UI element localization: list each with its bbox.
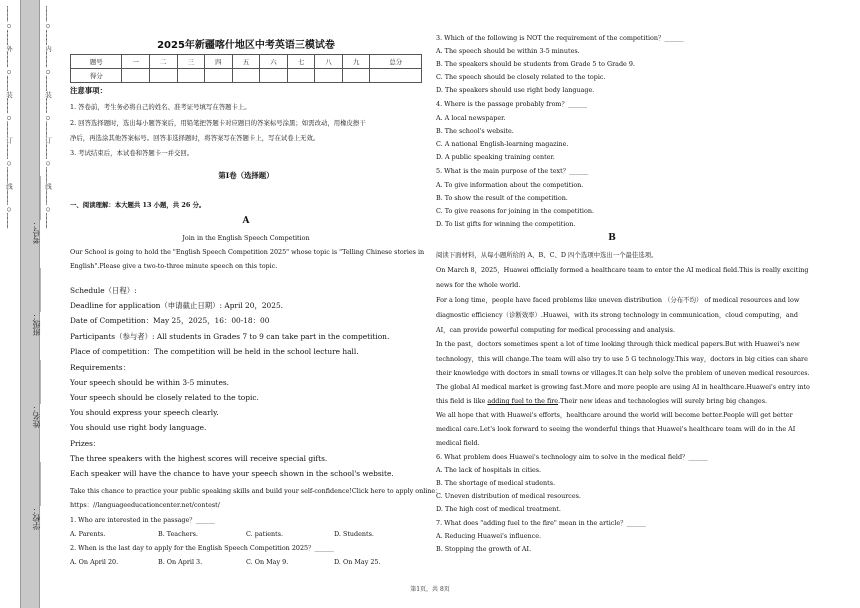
requirements-heading: Requirements： — [70, 363, 130, 372]
score-header-cell: 四 — [205, 55, 233, 69]
score-cell[interactable] — [315, 69, 343, 83]
prize-item: The three speakers with the highest scores will receive special gifts. — [70, 454, 328, 463]
option[interactable]: B. To show the result of the competition. — [436, 194, 568, 202]
option[interactable]: C. To give reasons for joining in the competition. — [436, 207, 594, 215]
option[interactable]: D. On May 25. — [334, 558, 381, 566]
option[interactable]: D. To list gifts for winning the competition. — [436, 220, 576, 228]
option[interactable]: A. A local newspaper. — [436, 114, 506, 122]
option[interactable]: D. The high cost of medical treatment. — [436, 505, 561, 513]
passage-b-line: AI，can provide powerful computing for medical processing and analysis. — [436, 326, 675, 334]
option[interactable]: A. To give information about the competition. — [436, 181, 584, 189]
option[interactable]: C. The speech should be closely related to the topic. — [436, 73, 606, 81]
requirement-item: Your speech should be closely related to the topic. — [70, 393, 259, 402]
note-item: 1. 答卷前，考生务必将自己的姓名、准考证号填写在答题卡上。 — [70, 103, 251, 111]
text-run: .Their new ideas and technologies will surely bring big changes. — [558, 397, 768, 405]
outer-cut-line: …………○…………外…………○…………装…………○…………订…………○…………线…………○………… — [5, 6, 13, 229]
note-item: 净后，再选涂其他答案标号。回答非选择题时，将答案写在答题卡上，写在试卷上无效。 — [70, 134, 320, 142]
score-cell[interactable] — [287, 69, 315, 83]
score-header-cell: 五 — [232, 55, 260, 69]
question-1-options — [70, 530, 422, 538]
participants-line: Participants（参与者）: All students in Grades 7 to 9 can take part in the competition. — [70, 332, 390, 341]
option[interactable]: B. Teachers. — [158, 530, 198, 538]
score-cell[interactable] — [260, 69, 288, 83]
question-3-stem: 3. Which of the following is NOT the requirement of the competition？______ — [436, 34, 684, 42]
score-table-header-row — [71, 55, 422, 69]
option[interactable]: B. The speakers should be students from Grade 5 to Grade 9. — [436, 60, 635, 68]
passage-b-letter: B — [608, 233, 616, 243]
passage-b-instruction: 阅读下面材料，从每小题所给的 A、B、C、D 四个选项中选出一个最佳选项。 — [436, 251, 658, 259]
option[interactable]: A. Parents. — [70, 530, 106, 538]
option[interactable]: C. On May 9. — [246, 558, 289, 566]
underlined-phrase: adding fuel to the fire — [487, 397, 559, 405]
closing-line: Take this chance to practice your public speaking skills and build your self-confidence!Click here to apply online： — [70, 487, 442, 495]
passage-a-intro: English".Please give a two-to-three minute speech on this topic. — [70, 262, 278, 270]
score-cell[interactable] — [122, 69, 150, 83]
text-run: this field is like — [436, 397, 488, 405]
score-header-cell: 总分 — [370, 55, 422, 69]
question-5-stem: 5. What is the main purpose of the text？______ — [436, 167, 589, 175]
passage-b-line: technology，this will change.The team will also try to use 5 G technology.This way，doctors in big cities can share — [436, 355, 808, 363]
school-field[interactable]: 学校：___________ — [32, 462, 41, 530]
requirement-item: Your speech should be within 3-5 minutes. — [70, 378, 230, 387]
id-field[interactable]: 考号：___________ — [32, 176, 41, 244]
option[interactable]: D. Students. — [334, 530, 374, 538]
score-header-cell: 八 — [315, 55, 343, 69]
passage-b-line: medical care.Let's look forward to seeing the wonderful things that Huawei's healthcare team will do in the AI — [436, 425, 796, 433]
question-2-options — [70, 558, 422, 566]
prize-item: Each speaker will have the chance to have your speech shown in the school's website. — [70, 469, 394, 478]
passage-b-line: We all hope that with Huawei's efforts，healthcare around the world will become better.People will get better — [436, 411, 793, 419]
option[interactable]: B. The shortage of medical students. — [436, 479, 556, 487]
passage-a-intro: Our School is going to hold the "English Speech Competition 2025" whose topic is "Telling Chinese stories in — [70, 248, 425, 256]
passage-a-title: Join in the English Speech Competition — [182, 234, 310, 242]
score-cell[interactable] — [342, 69, 370, 83]
score-cell[interactable] — [149, 69, 177, 83]
score-header-cell: 九 — [342, 55, 370, 69]
score-table-score-row — [71, 69, 422, 83]
part1-heading: 第Ⅰ卷（选择题） — [218, 171, 274, 180]
score-cell[interactable] — [177, 69, 205, 83]
option[interactable]: C. A national English-learning magazine. — [436, 140, 569, 148]
passage-b-line: In the past，doctors sometimes spent a lot of time looking through thick medical papers.But with Huawei's new — [436, 340, 800, 348]
schedule-heading: Schedule（日程）: — [70, 286, 137, 295]
passage-b-line: news for the whole world. — [436, 281, 521, 289]
score-header-cell: 一 — [122, 55, 150, 69]
page-footer: 第1页，共 8页 — [410, 586, 450, 593]
date-line: Date of Competition：May 25，2025，16：00-18：00 — [70, 316, 270, 325]
score-header-cell: 三 — [177, 55, 205, 69]
option[interactable]: B. The school's website. — [436, 127, 514, 135]
score-table — [70, 54, 422, 83]
passage-b-line: medical field. — [436, 439, 480, 447]
question-6-stem: 6. What problem does Huawei's technology aim to solve in the medical field？______ — [436, 453, 708, 461]
option[interactable]: A. Reducing Huawei's influence. — [436, 532, 542, 540]
score-header-cell: 题号 — [71, 55, 122, 69]
deadline-line: Deadline for application（申请截止日期）: April 20，2025. — [70, 301, 283, 310]
notes-heading: 注意事项： — [70, 86, 107, 95]
option[interactable]: A. On April 20. — [70, 558, 119, 566]
passage-a-letter: A — [242, 216, 250, 226]
passage-b-line: The global AI medical market is growing fast.More and more people are using AI in healthcare.Huawei's entry into — [436, 383, 810, 391]
question-2-stem: 2. When is the last day to apply for the English Speech Competition 2025？______ — [70, 544, 334, 552]
score-row-label: 得分 — [71, 69, 122, 83]
inner-cut-line: …………○…………内…………○…………装…………○…………订…………○…………线…………○………… — [44, 6, 52, 229]
option[interactable]: B. On April 3. — [158, 558, 203, 566]
passage-b-line: On March 8，2025，Huawei officially formed a healthcare team to enter the AI medical field.This is really exciting — [436, 266, 809, 274]
name-field[interactable]: 姓名：___________ — [32, 360, 41, 428]
question-7-stem: 7. What does "adding fuel to the fire" mean in the article？______ — [436, 519, 646, 527]
section1-heading: 一、阅读理解：本大题共 13 小题，共 26 分。 — [70, 201, 206, 209]
question-4-stem: 4. Where is the passage probably from？______ — [436, 100, 588, 108]
score-cell[interactable] — [370, 69, 422, 83]
place-line: Place of competition：The competition will be held in the school lecture hall. — [70, 347, 359, 356]
score-header-cell: 七 — [287, 55, 315, 69]
option[interactable]: C. Uneven distribution of medical resources. — [436, 492, 581, 500]
passage-b-line: their knowledge with doctors in small towns or villages.It can help solve the problem of uneven medical resources. — [436, 369, 810, 377]
passage-b-line — [436, 397, 767, 405]
exam-title: 2025年新疆喀什地区中考英语三模试卷 — [157, 40, 335, 51]
option[interactable]: B. Stopping the growth of AI. — [436, 545, 532, 553]
class-field[interactable]: 班级：___________ — [32, 268, 41, 336]
score-header-cell: 六 — [260, 55, 288, 69]
note-item: 3. 考试结束后，本试卷和答题卡一并交回。 — [70, 149, 194, 157]
option[interactable]: D. The speakers should use right body language. — [436, 86, 595, 94]
note-item: 2. 回答选择题时，选出每小题答案后，用铅笔把答题卡对应题目的答案标号涂黑；如需改动，用橡皮擦干 — [70, 119, 366, 127]
prizes-heading: Prizes： — [70, 439, 101, 448]
apply-link[interactable]: https：//languageeducationcenter.net/contest/ — [70, 501, 220, 509]
passage-b-line: For a long time，people have faced problems like uneven distribution （分布不均） of medical resources and low — [436, 296, 800, 304]
option[interactable]: D. A public speaking training center. — [436, 153, 555, 161]
passage-b-line: diagnostic efficiency（诊断效率）.Huawei，with its strong technology in communication，cloud computing，and — [436, 311, 798, 319]
option[interactable]: C. patients. — [246, 530, 284, 538]
option[interactable]: A. The lack of hospitals in cities. — [436, 466, 542, 474]
score-cell[interactable] — [205, 69, 233, 83]
requirement-item: You should use right body language. — [70, 423, 207, 432]
option[interactable]: A. The speech should be within 3-5 minutes. — [436, 47, 580, 55]
question-1-stem: 1. Who are interested in the passage？______ — [70, 516, 215, 524]
score-cell[interactable] — [232, 69, 260, 83]
requirement-item: You should express your speech clearly. — [70, 408, 219, 417]
score-header-cell: 二 — [149, 55, 177, 69]
binding-margin — [0, 0, 58, 608]
